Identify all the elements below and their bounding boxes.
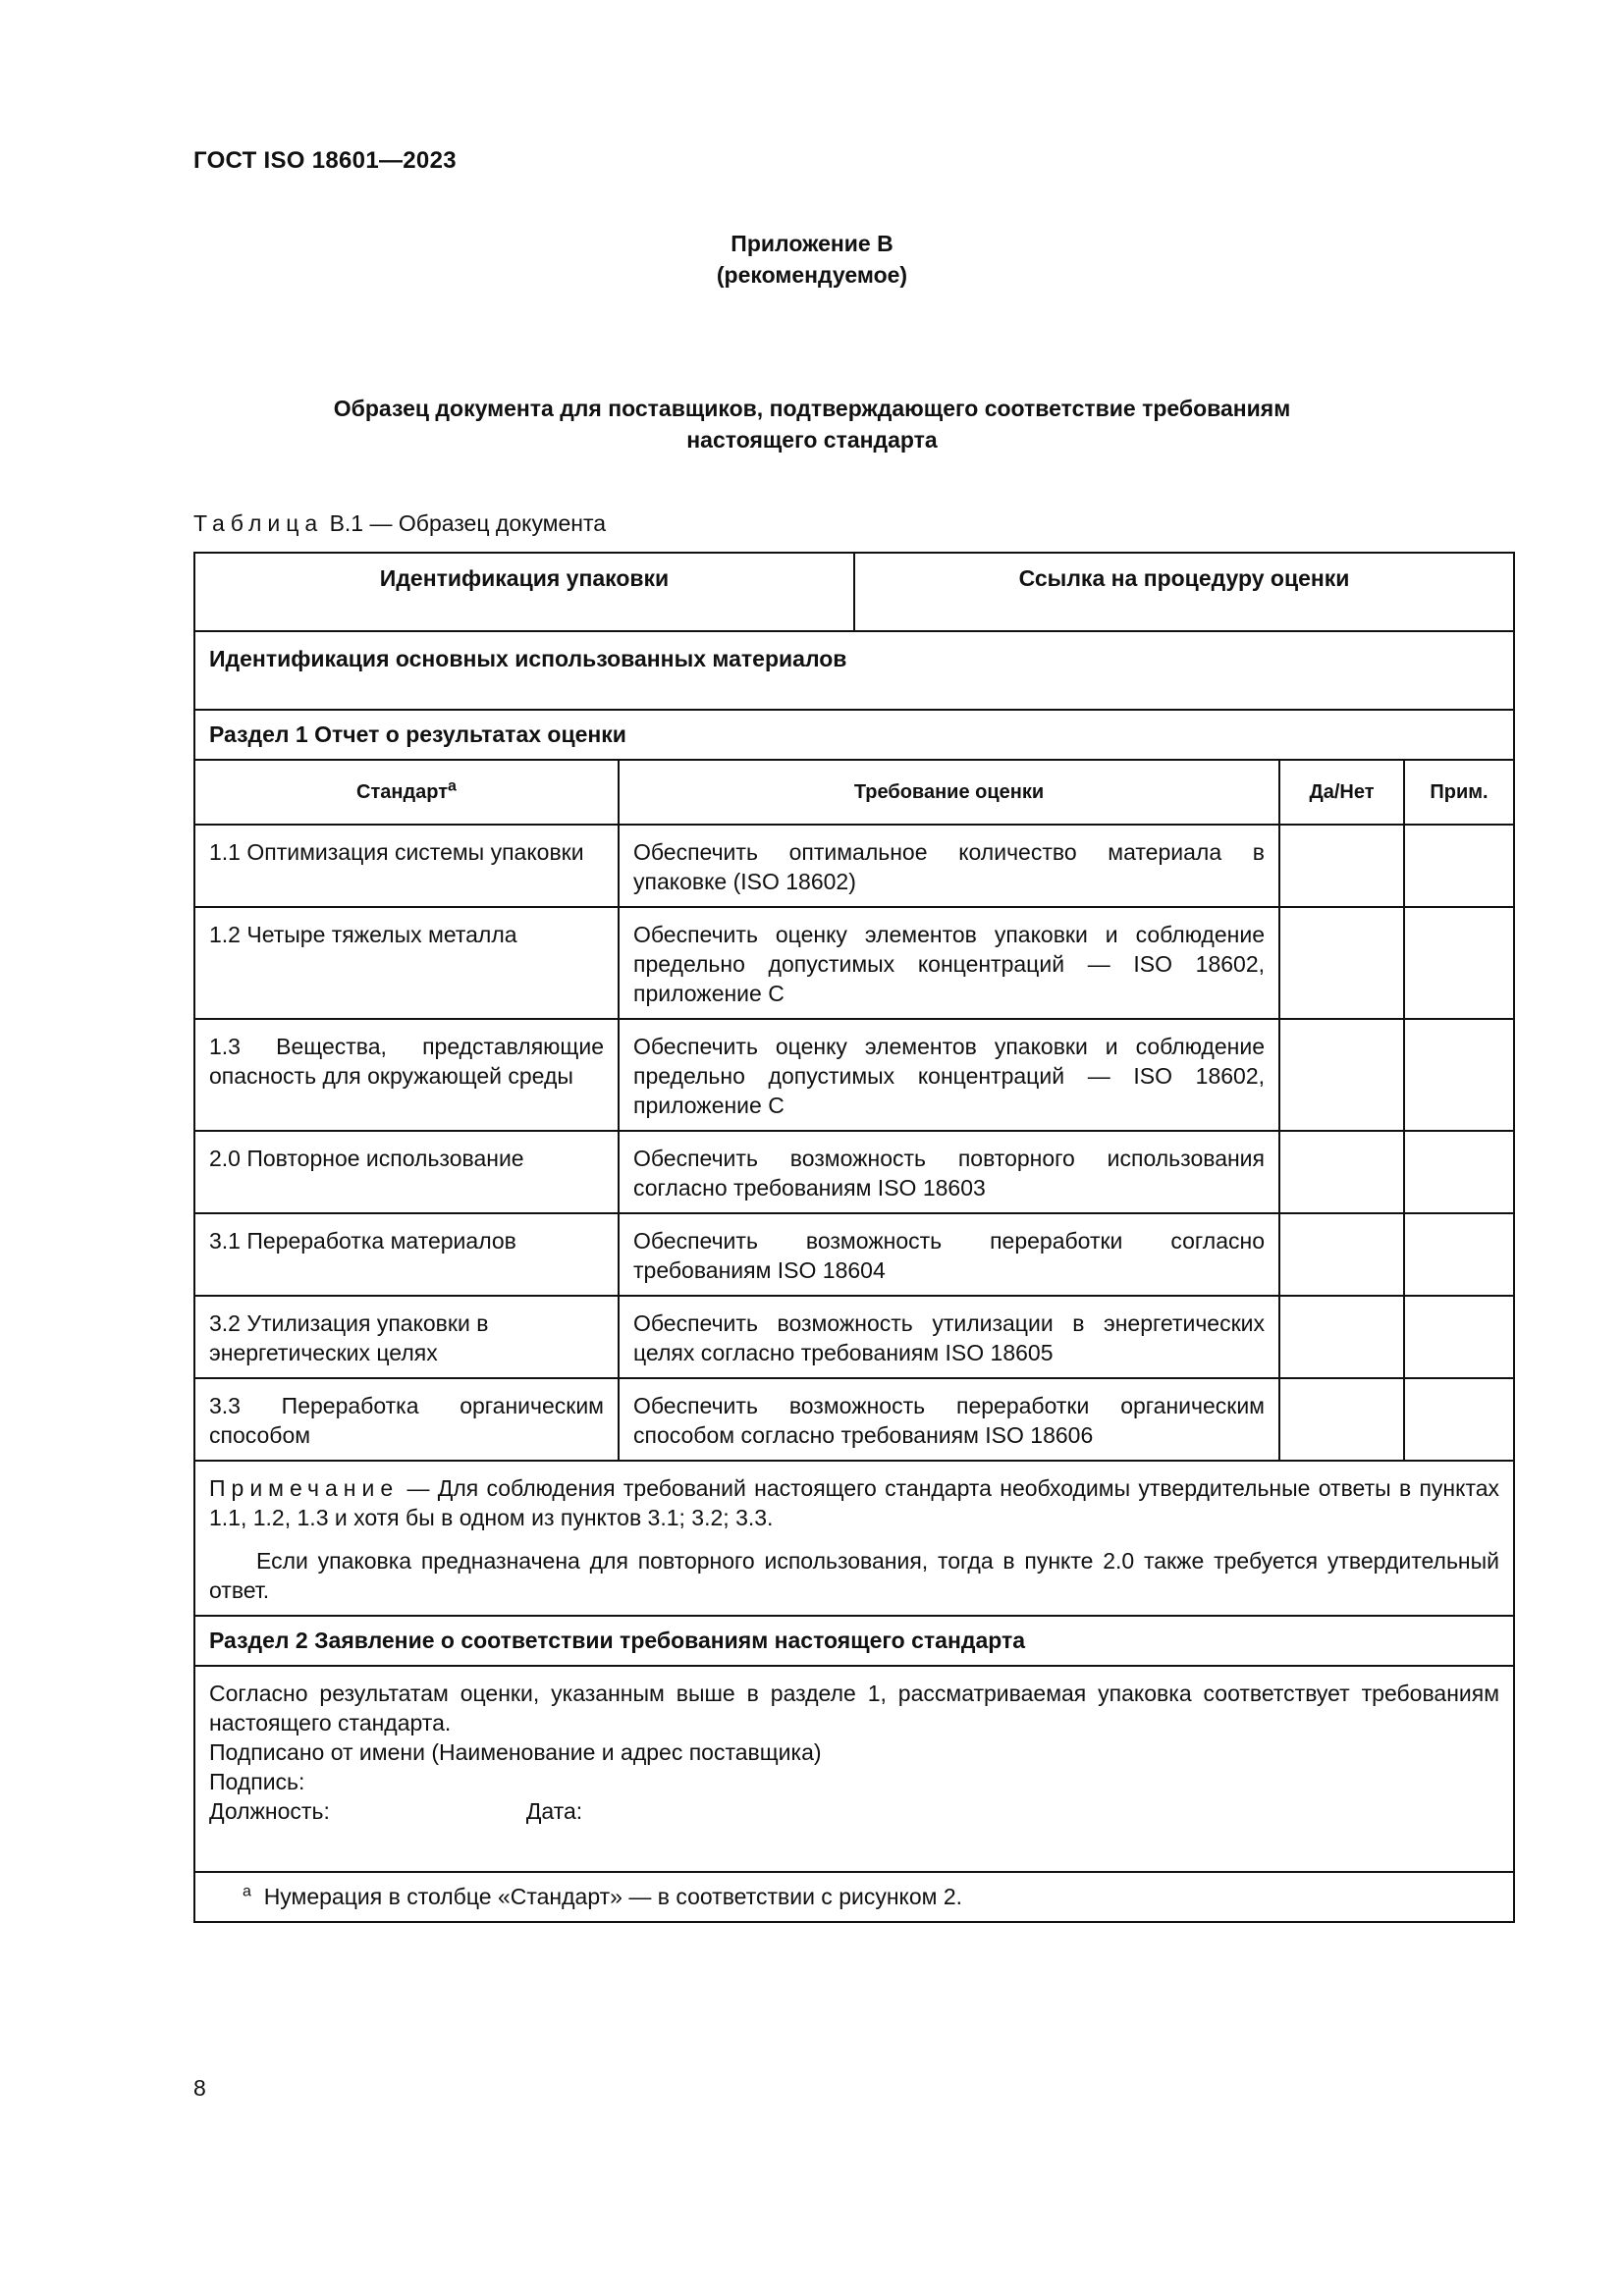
table-caption-label: Таблица [193, 510, 324, 536]
document-title-line2: настоящего стандарта [686, 427, 938, 453]
declaration-text: Согласно результатам оценки, указанным выше в разделе 1, рассматриваемая упаковка соответствует требованиям настоящего стандарта. [209, 1681, 1500, 1735]
document-title-line1: Образец документа для поставщиков, подтверждающего соответствие требованиям [333, 396, 1291, 421]
row-remark-cell[interactable] [1404, 1131, 1514, 1213]
section2-title: Раздел 2 Заявление о соответствии требованиям настоящего стандарта [194, 1616, 1514, 1666]
row-yes-no-cell[interactable] [1279, 825, 1404, 907]
appendix-subtitle: (рекомендуемое) [716, 262, 908, 288]
table-row [194, 825, 1514, 907]
declaration-position-date-line [209, 1796, 1499, 1826]
table-caption-text: В.1 — Образец документа [329, 510, 607, 536]
row-remark-cell[interactable] [1404, 1019, 1514, 1131]
declaration-date: Дата: [525, 1798, 583, 1824]
row-standard-cell: 3.1 Переработка материалов [194, 1213, 619, 1296]
page-number: 8 [193, 2075, 206, 2101]
row-standard-cell: 1.3 Вещества, представляющие опасность для окружающей среды [194, 1019, 619, 1131]
row-requirement-cell: Обеспечить возможность повторного использования согласно требованиям ISO 18603 [619, 1131, 1279, 1213]
row-requirement-cell: Обеспечить оценку элементов упаковки и соблюдение предельно допустимых концентраций — ISO 18602, приложение С [619, 1019, 1279, 1131]
row-remark-cell[interactable] [1404, 1296, 1514, 1378]
row-requirement-cell: Обеспечить оптимальное количество материала в упаковке (ISO 18602) [619, 825, 1279, 907]
packaging-id-cell: Идентификация упаковки [194, 553, 854, 631]
standard-id-header: ГОСТ ISO 18601—2023 [193, 147, 457, 174]
row-standard-cell: 1.2 Четыре тяжелых металла [194, 907, 619, 1019]
row-remark-cell[interactable] [1404, 1378, 1514, 1461]
declaration-cell [194, 1666, 1514, 1872]
row-remark-cell[interactable] [1404, 825, 1514, 907]
section2-row [194, 1616, 1514, 1666]
note-label: Примечание [209, 1475, 400, 1501]
declaration-row [194, 1666, 1514, 1872]
col-header-standard [194, 760, 619, 825]
note-text-1: — Для соблюдения требований настоящего стандарта необходимы утвердительные ответы в пунктах 1.1, 1.2, 1.3 и хотя бы в одном из пунктов 3.1; 3.2; 3.3. [209, 1475, 1500, 1530]
footnote-cell [194, 1872, 1514, 1922]
row-remark-cell[interactable] [1404, 907, 1514, 1019]
sample-document-table [193, 552, 1515, 1923]
table-row [194, 1019, 1514, 1131]
column-header-row [194, 760, 1514, 825]
materials-row [194, 631, 1514, 710]
row-yes-no-cell[interactable] [1279, 1019, 1404, 1131]
document-title [0, 393, 1624, 455]
row-remark-cell[interactable] [1404, 1213, 1514, 1296]
row-yes-no-cell[interactable] [1279, 1213, 1404, 1296]
footnote-text: Нумерация в столбце «Стандарт» — в соответствии с рисунком 2. [263, 1884, 963, 1909]
section1-title: Раздел 1 Отчет о результатах оценки [194, 710, 1514, 760]
declaration-signed-on-behalf: Подписано от имени (Наименование и адрес поставщика) [209, 1739, 822, 1765]
table-row [194, 907, 1514, 1019]
table-row [194, 1378, 1514, 1461]
row-standard-cell: 3.2 Утилизация упаковки в энергетических целях [194, 1296, 619, 1378]
appendix-title: Приложение В [731, 231, 893, 256]
row-yes-no-cell[interactable] [1279, 1378, 1404, 1461]
col-header-remark: Прим. [1404, 760, 1514, 825]
row-standard-cell: 2.0 Повторное использование [194, 1131, 619, 1213]
header-row-identification [194, 553, 1514, 631]
row-yes-no-cell[interactable] [1279, 1296, 1404, 1378]
footnote-mark-a: a [448, 777, 457, 795]
note-paragraph-1 [209, 1473, 1499, 1532]
col-header-requirement: Требование оценки [619, 760, 1279, 825]
note-cell [194, 1461, 1514, 1616]
table-row [194, 1131, 1514, 1213]
materials-cell: Идентификация основных использованных материалов [194, 631, 1514, 710]
col-header-yes-no: Да/Нет [1279, 760, 1404, 825]
row-requirement-cell: Обеспечить возможность утилизации в энергетических целях согласно требованиям ISO 18605 [619, 1296, 1279, 1378]
table-row [194, 1213, 1514, 1296]
appendix-heading [0, 228, 1624, 291]
assessment-ref-cell: Ссылка на процедуру оценки [854, 553, 1514, 631]
row-standard-cell: 1.1 Оптимизация системы упаковки [194, 825, 619, 907]
table-row [194, 1296, 1514, 1378]
row-requirement-cell: Обеспечить возможность переработки органическим способом согласно требованиям ISO 18606 [619, 1378, 1279, 1461]
section1-row [194, 710, 1514, 760]
footnote-row [194, 1872, 1514, 1922]
row-requirement-cell: Обеспечить возможность переработки согласно требованиям ISO 18604 [619, 1213, 1279, 1296]
note-paragraph-2: Если упаковка предназначена для повторного использования, тогда в пункте 2.0 также требуется утвердительный ответ. [209, 1548, 1500, 1603]
row-standard-cell: 3.3 Переработка органическим способом [194, 1378, 619, 1461]
footnote-mark: a [243, 1883, 251, 1900]
note-row [194, 1461, 1514, 1616]
declaration-position: Должность: [209, 1798, 330, 1824]
row-yes-no-cell[interactable] [1279, 907, 1404, 1019]
col-header-standard-label: Стандарт [356, 781, 449, 803]
row-yes-no-cell[interactable] [1279, 1131, 1404, 1213]
table-caption [193, 510, 606, 537]
declaration-signature: Подпись: [209, 1769, 305, 1794]
row-requirement-cell: Обеспечить оценку элементов упаковки и соблюдение предельно допустимых концентраций — ISO 18602, приложение С [619, 907, 1279, 1019]
